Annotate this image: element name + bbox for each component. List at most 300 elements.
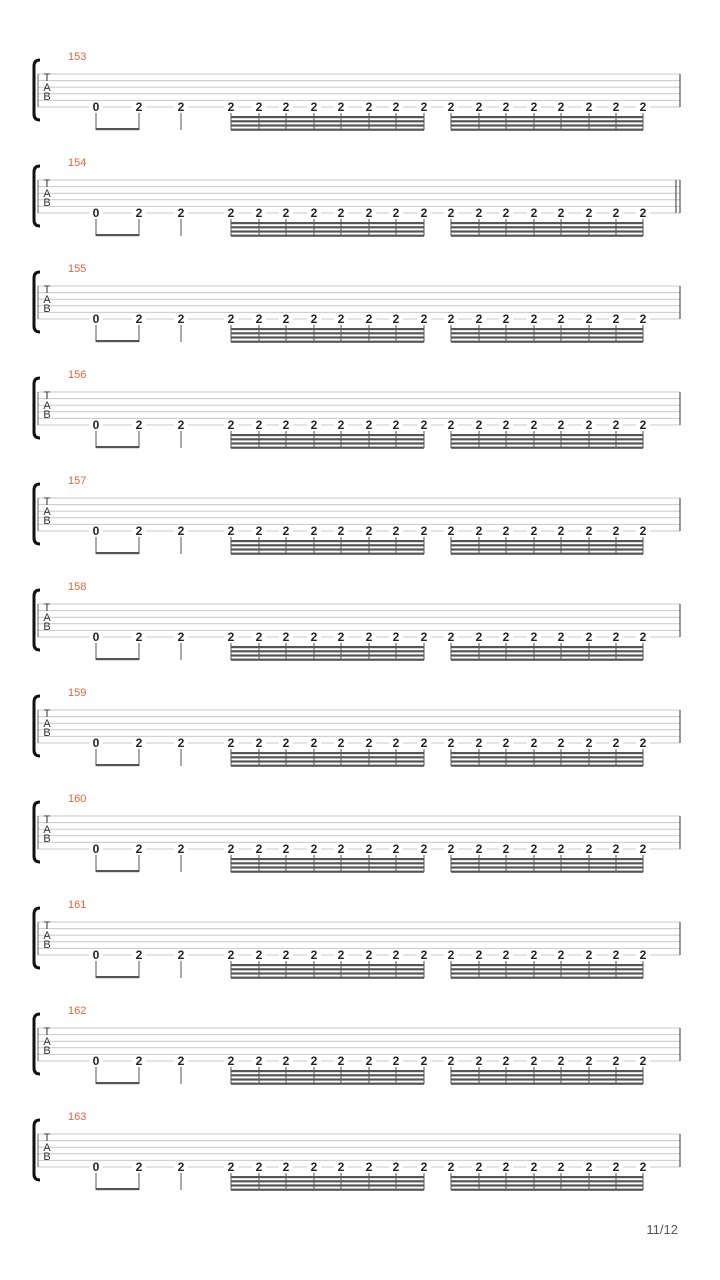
fret-number: 0 (89, 101, 103, 113)
fret-number: 2 (389, 1161, 403, 1173)
fret-number: 2 (252, 313, 266, 325)
fret-number: 2 (636, 1055, 650, 1067)
system-bracket (34, 908, 40, 968)
beam-line (451, 968, 643, 970)
beam-line (451, 120, 643, 122)
fret-number: 2 (132, 525, 146, 537)
measure-number: 153 (68, 51, 87, 63)
fret-number: 2 (444, 1161, 458, 1173)
fret-number: 2 (636, 525, 650, 537)
beam-line (231, 1078, 424, 1080)
fret-number: 2 (527, 1161, 541, 1173)
fret-number: 2 (334, 207, 348, 219)
fret-number: 2 (417, 1161, 431, 1173)
fret-number: 2 (499, 737, 513, 749)
fret-number: 2 (499, 419, 513, 431)
fret-number: 2 (132, 207, 146, 219)
fret-number: 2 (527, 843, 541, 855)
fret-number: 2 (334, 737, 348, 749)
fret-number: 2 (472, 1161, 486, 1173)
beam-line (451, 1074, 643, 1076)
fret-number: 2 (279, 843, 293, 855)
fret-number: 2 (362, 525, 376, 537)
tab-system (0, 1006, 720, 1112)
fret-number: 2 (362, 207, 376, 219)
fret-number: 2 (499, 1055, 513, 1067)
fret-number: 2 (417, 525, 431, 537)
fret-number: 2 (307, 1161, 321, 1173)
measure-number: 157 (68, 475, 87, 487)
fret-number: 2 (362, 631, 376, 643)
beam-eighth (96, 1188, 139, 1190)
beam-line (231, 235, 424, 237)
fret-number: 2 (132, 419, 146, 431)
tab-clef-letter: A (43, 1035, 51, 1048)
fret-number: 2 (609, 737, 623, 749)
fret-number: 2 (224, 419, 238, 431)
beam-line (231, 964, 424, 966)
fret-number: 2 (334, 419, 348, 431)
beam-line (231, 438, 424, 440)
fret-number: 2 (499, 101, 513, 113)
fret-number: 2 (279, 207, 293, 219)
tab-clef-letter: A (43, 1141, 51, 1154)
fret-number: 2 (307, 843, 321, 855)
beam-line (451, 760, 643, 762)
tab-system (0, 1112, 720, 1218)
fret-number: 2 (472, 843, 486, 855)
fret-number: 2 (609, 525, 623, 537)
fret-number: 2 (527, 525, 541, 537)
beam-line (451, 544, 643, 546)
beam-line (451, 752, 643, 754)
fret-number: 2 (554, 419, 568, 431)
beam-line (231, 544, 424, 546)
fret-number: 2 (417, 207, 431, 219)
tab-system (0, 158, 720, 264)
fret-number: 2 (279, 101, 293, 113)
fret-number: 2 (279, 1161, 293, 1173)
fret-number: 2 (636, 419, 650, 431)
beam-eighth (96, 1082, 139, 1084)
fret-number: 2 (252, 419, 266, 431)
measure-number: 158 (68, 581, 87, 593)
beam-line (451, 1180, 643, 1182)
beam-line (451, 972, 643, 974)
fret-number: 2 (307, 207, 321, 219)
fret-number: 2 (609, 101, 623, 113)
fret-number: 2 (582, 737, 596, 749)
fret-number: 0 (89, 949, 103, 961)
fret-number: 2 (389, 1055, 403, 1067)
fret-number: 2 (224, 737, 238, 749)
fret-number: 0 (89, 631, 103, 643)
fret-number: 2 (636, 843, 650, 855)
tab-clef-letter: B (43, 939, 51, 951)
fret-number: 2 (252, 843, 266, 855)
fret-number: 2 (174, 631, 188, 643)
fret-number: 2 (252, 1161, 266, 1173)
beam-line (231, 116, 424, 118)
tab-system (0, 688, 720, 794)
beam-eighth (96, 446, 139, 448)
fret-number: 2 (527, 1055, 541, 1067)
fret-number: 2 (417, 101, 431, 113)
fret-number: 2 (252, 949, 266, 961)
fret-number: 2 (132, 101, 146, 113)
fret-number: 2 (472, 419, 486, 431)
fret-number: 2 (417, 843, 431, 855)
fret-number: 2 (554, 207, 568, 219)
tab-clef-letter: A (43, 399, 51, 412)
page-number: 11/12 (646, 1222, 678, 1237)
beam-eighth (96, 552, 139, 554)
fret-number: 2 (472, 207, 486, 219)
fret-number: 2 (279, 1055, 293, 1067)
beam-line (451, 341, 643, 343)
beam-eighth (96, 658, 139, 660)
fret-number: 2 (472, 737, 486, 749)
fret-number: 2 (334, 101, 348, 113)
tab-system (0, 264, 720, 370)
fret-number: 2 (444, 207, 458, 219)
fret-number: 2 (444, 525, 458, 537)
tab-clef-letter: A (43, 293, 51, 306)
fret-number: 2 (499, 1161, 513, 1173)
fret-number: 2 (444, 843, 458, 855)
beam-line (231, 120, 424, 122)
system-bracket (34, 60, 40, 120)
fret-number: 2 (472, 631, 486, 643)
tab-system (0, 476, 720, 582)
fret-number: 0 (89, 843, 103, 855)
fret-number: 2 (307, 631, 321, 643)
beam-line (231, 1070, 424, 1072)
tab-system (0, 582, 720, 688)
fret-number: 2 (582, 419, 596, 431)
fret-number: 2 (554, 631, 568, 643)
fret-number: 2 (174, 313, 188, 325)
fret-number: 2 (636, 207, 650, 219)
beam-line (451, 442, 643, 444)
fret-number: 2 (554, 737, 568, 749)
fret-number: 2 (174, 419, 188, 431)
fret-number: 2 (609, 419, 623, 431)
fret-number: 2 (362, 1055, 376, 1067)
tab-clef-letter: T (43, 920, 51, 932)
beam-line (451, 659, 643, 661)
beam-line (451, 553, 643, 555)
fret-number: 2 (279, 631, 293, 643)
fret-number: 2 (174, 843, 188, 855)
fret-number: 0 (89, 207, 103, 219)
tab-clef-letter: A (43, 611, 51, 624)
fret-number: 2 (527, 313, 541, 325)
fret-number: 2 (132, 1055, 146, 1067)
fret-number: 2 (279, 949, 293, 961)
fret-number: 2 (279, 737, 293, 749)
fret-number: 2 (499, 207, 513, 219)
fret-number: 2 (132, 737, 146, 749)
system-bracket (34, 272, 40, 332)
fret-number: 2 (362, 737, 376, 749)
tab-clef-letter: T (43, 390, 51, 402)
fret-number: 0 (89, 313, 103, 325)
beam-line (231, 332, 424, 334)
fret-number: 2 (527, 737, 541, 749)
fret-number: 2 (389, 207, 403, 219)
fret-number: 2 (279, 419, 293, 431)
beam-line (231, 866, 424, 868)
fret-number: 2 (132, 631, 146, 643)
beam-line (451, 438, 643, 440)
tab-clef-letter: B (43, 303, 51, 315)
fret-number: 2 (499, 525, 513, 537)
beam-line (451, 548, 643, 550)
fret-number: 2 (499, 843, 513, 855)
fret-number: 2 (307, 949, 321, 961)
fret-number: 2 (224, 525, 238, 537)
fret-number: 2 (174, 1161, 188, 1173)
beam-line (451, 235, 643, 237)
measure-number: 156 (68, 369, 87, 381)
measure-number: 159 (68, 687, 87, 699)
fret-number: 2 (636, 1161, 650, 1173)
fret-number: 2 (582, 949, 596, 961)
fret-number: 2 (554, 1055, 568, 1067)
tab-clef-letter: T (43, 178, 51, 190)
beam-line (451, 328, 643, 330)
beam-line (231, 972, 424, 974)
fret-number: 2 (527, 101, 541, 113)
fret-number: 2 (389, 313, 403, 325)
fret-number: 2 (554, 525, 568, 537)
fret-number: 2 (417, 737, 431, 749)
beam-line (451, 765, 643, 767)
beam-line (231, 1180, 424, 1182)
fret-number: 2 (334, 843, 348, 855)
fret-number: 0 (89, 1055, 103, 1067)
fret-number: 2 (609, 207, 623, 219)
beam-line (231, 756, 424, 758)
beam-line (231, 1184, 424, 1186)
beam-line (451, 116, 643, 118)
fret-number: 2 (362, 101, 376, 113)
beam-line (231, 1083, 424, 1085)
fret-number: 2 (444, 631, 458, 643)
beam-line (451, 650, 643, 652)
tab-system (0, 370, 720, 476)
fret-number: 2 (334, 1055, 348, 1067)
fret-number: 0 (89, 737, 103, 749)
fret-number: 2 (582, 1161, 596, 1173)
tab-clef-letter: A (43, 823, 51, 836)
beam-eighth (96, 128, 139, 130)
beam-line (231, 1074, 424, 1076)
beam-line (451, 654, 643, 656)
fret-number: 2 (224, 1055, 238, 1067)
beam-line (231, 977, 424, 979)
tab-clef-letter: A (43, 187, 51, 200)
fret-number: 2 (389, 419, 403, 431)
beam-line (231, 1176, 424, 1178)
beam-line (451, 756, 643, 758)
fret-number: 2 (499, 631, 513, 643)
beam-line (231, 341, 424, 343)
beam-line (451, 1083, 643, 1085)
fret-number: 2 (224, 1161, 238, 1173)
fret-number: 2 (362, 843, 376, 855)
fret-number: 2 (132, 313, 146, 325)
tab-clef-letter: A (43, 717, 51, 730)
fret-number: 2 (389, 843, 403, 855)
system-bracket (34, 1120, 40, 1180)
beam-line (231, 871, 424, 873)
beam-line (231, 752, 424, 754)
beam-line (231, 434, 424, 436)
beam-line (451, 336, 643, 338)
fret-number: 2 (224, 207, 238, 219)
fret-number: 2 (174, 949, 188, 961)
fret-number: 2 (444, 419, 458, 431)
beam-line (231, 968, 424, 970)
measure-number: 161 (68, 899, 87, 911)
fret-number: 2 (362, 419, 376, 431)
beam-line (451, 226, 643, 228)
beam-line (451, 434, 643, 436)
fret-number: 2 (554, 101, 568, 113)
tab-clef-letter: T (43, 602, 51, 614)
fret-number: 2 (499, 949, 513, 961)
fret-number: 2 (609, 949, 623, 961)
tab-clef-letter: T (43, 708, 51, 720)
tab-clef-letter: B (43, 1151, 51, 1163)
fret-number: 2 (334, 1161, 348, 1173)
fret-number: 2 (417, 631, 431, 643)
fret-number: 2 (132, 1161, 146, 1173)
beam-line (231, 862, 424, 864)
fret-number: 2 (224, 843, 238, 855)
beam-line (231, 447, 424, 449)
beam-line (451, 230, 643, 232)
fret-number: 2 (499, 313, 513, 325)
fret-number: 2 (252, 631, 266, 643)
beam-line (231, 328, 424, 330)
fret-number: 2 (334, 313, 348, 325)
fret-number: 2 (444, 313, 458, 325)
fret-number: 2 (132, 843, 146, 855)
fret-number: 2 (307, 101, 321, 113)
fret-number: 2 (307, 313, 321, 325)
beam-eighth (96, 764, 139, 766)
fret-number: 2 (527, 949, 541, 961)
tab-clef-letter: T (43, 284, 51, 296)
fret-number: 2 (472, 1055, 486, 1067)
tab-clef-letter: B (43, 197, 51, 209)
measure-number: 163 (68, 1111, 87, 1123)
system-bracket (34, 166, 40, 226)
fret-number: 2 (252, 207, 266, 219)
fret-number: 2 (609, 631, 623, 643)
beam-line (231, 858, 424, 860)
tab-system (0, 52, 720, 158)
fret-number: 2 (444, 101, 458, 113)
measure-number: 162 (68, 1005, 87, 1017)
fret-number: 2 (472, 525, 486, 537)
fret-number: 2 (174, 1055, 188, 1067)
beam-line (451, 124, 643, 126)
fret-number: 2 (444, 737, 458, 749)
beam-line (451, 862, 643, 864)
tab-clef-letter: A (43, 81, 51, 94)
tab-clef-letter: B (43, 91, 51, 103)
beam-line (451, 646, 643, 648)
fret-number: 2 (609, 843, 623, 855)
fret-number: 2 (279, 313, 293, 325)
beam-line (451, 447, 643, 449)
beam-line (231, 124, 424, 126)
fret-number: 2 (224, 949, 238, 961)
beam-eighth (96, 234, 139, 236)
fret-number: 2 (307, 525, 321, 537)
fret-number: 2 (582, 631, 596, 643)
tab-clef-letter: B (43, 1045, 51, 1057)
fret-number: 2 (174, 737, 188, 749)
tab-clef-letter: T (43, 1132, 51, 1144)
fret-number: 2 (582, 313, 596, 325)
beam-line (451, 222, 643, 224)
beam-line (231, 336, 424, 338)
fret-number: 2 (279, 525, 293, 537)
beam-line (451, 964, 643, 966)
tab-clef-letter: A (43, 505, 51, 518)
beam-line (231, 222, 424, 224)
fret-number: 2 (527, 207, 541, 219)
beam-line (451, 129, 643, 131)
system-bracket (34, 696, 40, 756)
beam-line (451, 540, 643, 542)
fret-number: 2 (582, 101, 596, 113)
fret-number: 0 (89, 1161, 103, 1173)
beam-eighth (96, 870, 139, 872)
fret-number: 2 (252, 737, 266, 749)
fret-number: 2 (472, 949, 486, 961)
fret-number: 2 (252, 525, 266, 537)
fret-number: 2 (472, 313, 486, 325)
fret-number: 2 (389, 737, 403, 749)
tab-system (0, 794, 720, 900)
fret-number: 2 (636, 631, 650, 643)
beam-eighth (96, 976, 139, 978)
fret-number: 0 (89, 525, 103, 537)
fret-number: 2 (389, 631, 403, 643)
beam-line (231, 553, 424, 555)
tab-clef-letter: B (43, 515, 51, 527)
system-bracket (34, 802, 40, 862)
system-bracket (34, 590, 40, 650)
beam-line (231, 650, 424, 652)
fret-number: 2 (362, 1161, 376, 1173)
beam-line (451, 858, 643, 860)
fret-number: 2 (417, 1055, 431, 1067)
measure-number: 155 (68, 263, 87, 275)
fret-number: 2 (554, 949, 568, 961)
beam-line (231, 129, 424, 131)
tab-clef-letter: B (43, 833, 51, 845)
fret-number: 2 (527, 419, 541, 431)
fret-number: 2 (174, 525, 188, 537)
measure-number: 160 (68, 793, 87, 805)
